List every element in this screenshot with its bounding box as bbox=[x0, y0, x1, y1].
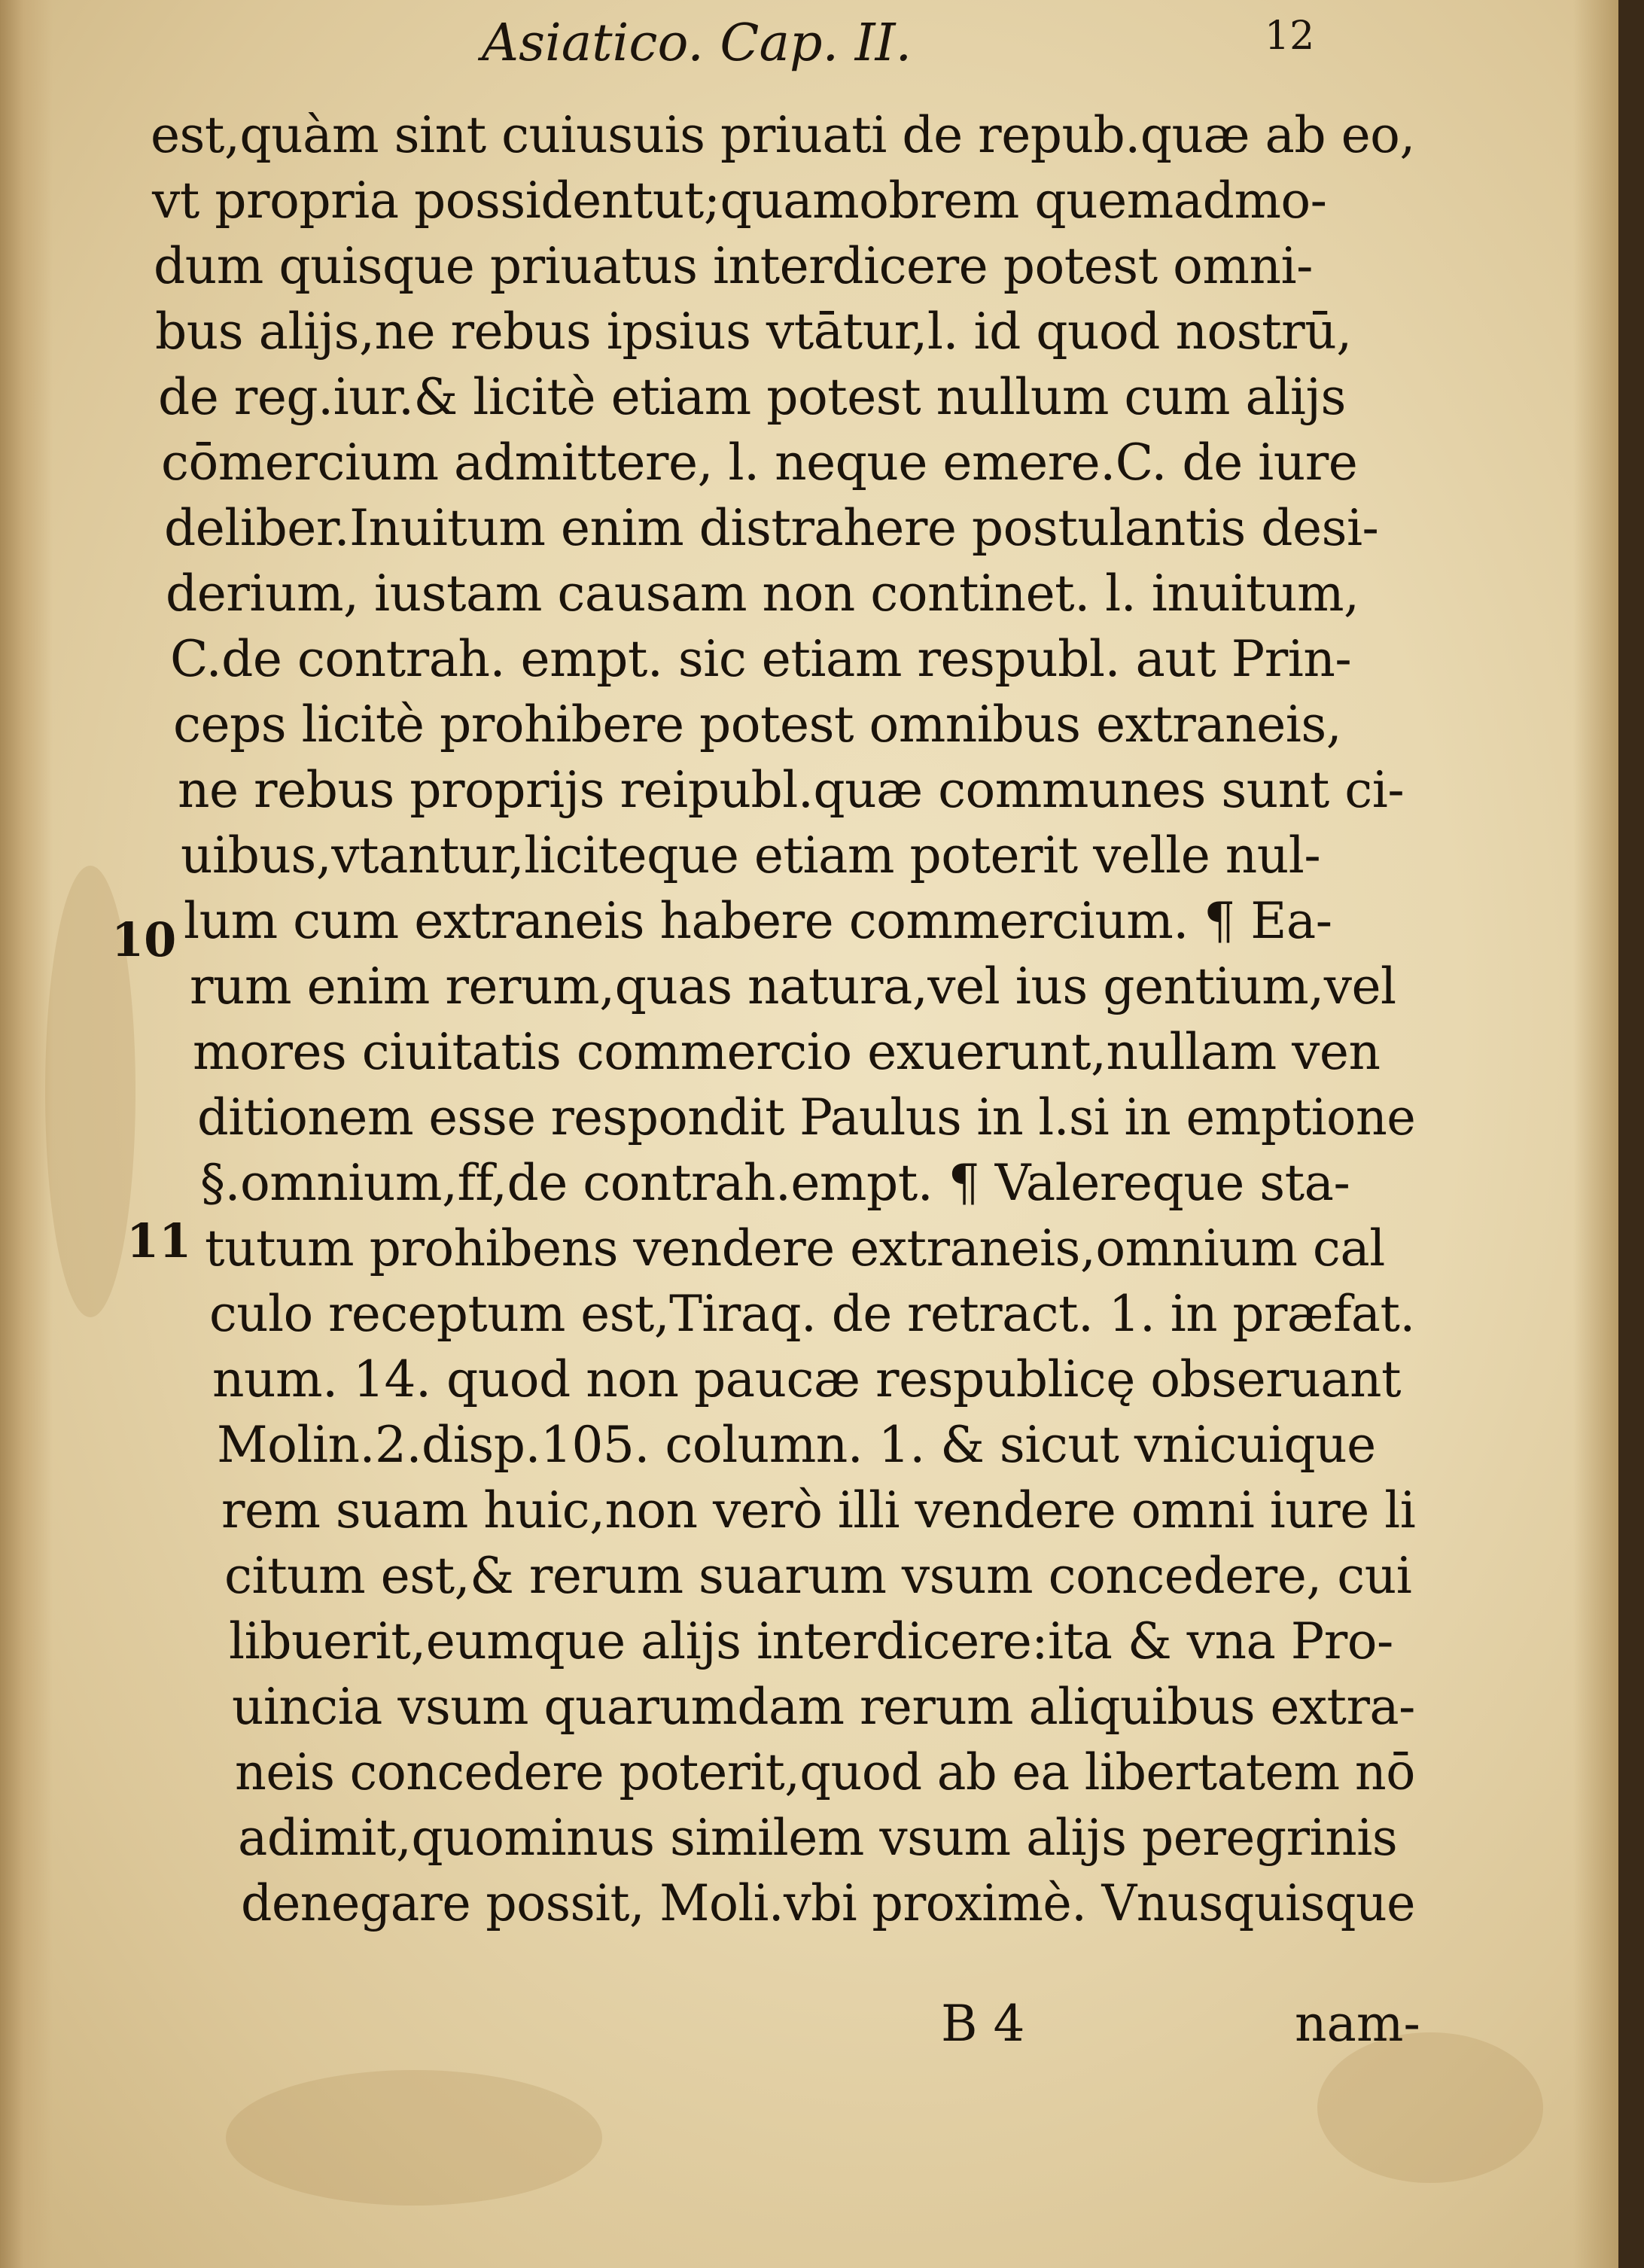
text-line: derium, iustam causam non continet. l. inuitum, bbox=[166, 565, 1359, 623]
text-line: cōmercium admittere, l. neque emere.C. de iure bbox=[161, 434, 1358, 492]
text-line: vt propria possidentut;quamobrem quemadmo- bbox=[152, 172, 1327, 230]
text-line: num. 14. quod non paucæ respublicę obseruant bbox=[212, 1350, 1402, 1408]
text-line: uincia vsum quarumdam rerum aliquibus extra- bbox=[232, 1678, 1415, 1736]
text-line: dum quisque priuatus interdicere potest omni- bbox=[154, 237, 1313, 295]
text-line: denegare possit, Moli.vbi proximè. Vnusquisque bbox=[241, 1874, 1416, 1932]
text-line: rem suam huic,non verò illi vendere omni iure li bbox=[221, 1481, 1416, 1539]
text-line: uibus,vtantur,liciteque etiam poterit velle nul- bbox=[181, 827, 1321, 884]
text-line: de reg.iur.& licitè etiam potest nullum cum alijs bbox=[158, 368, 1346, 426]
folio-number: 12 bbox=[1265, 14, 1315, 59]
text-line: deliber.Inuitum enim distrahere postulantis desi- bbox=[164, 499, 1379, 557]
text-line: citum est,& rerum suarum vsum concedere, cui bbox=[224, 1547, 1412, 1605]
margin-number: 10 bbox=[111, 912, 177, 967]
text-line: §.omnium,ff,de contrah.empt. ¶ Valereque sta- bbox=[200, 1154, 1350, 1212]
text-line: adimit,quominus similem vsum alijs peregrinis bbox=[238, 1809, 1398, 1867]
text-line: Molin.2.disp.105. column. 1. & sicut vnicuique bbox=[217, 1416, 1376, 1474]
text-line: bus alijs,ne rebus ipsius vtātur,l. id quod nostrū, bbox=[155, 303, 1352, 361]
text-line: est,quàm sint cuiusuis priuati de repub.quæ ab eo, bbox=[151, 106, 1415, 164]
margin-number: 11 bbox=[126, 1213, 192, 1268]
text-line: neis concedere poterit,quod ab ea libertatem nō bbox=[235, 1743, 1415, 1801]
text-line: ditionem esse respondit Paulus in l.si in emptione bbox=[197, 1088, 1416, 1146]
running-title: Asiatico. Cap. II. bbox=[482, 14, 912, 73]
text-line: libuerit,eumque alijs interdicere:ita & vna Pro- bbox=[229, 1612, 1393, 1670]
text-line: tutum prohibens vendere extraneis,omnium cal bbox=[205, 1219, 1385, 1277]
text-line: rum enim rerum,quas natura,vel ius gentium,vel bbox=[190, 957, 1396, 1015]
text-line: culo receptum est,Tiraq. de retract. 1. in præfat. bbox=[209, 1285, 1415, 1343]
text-line: ne rebus proprijs reipubl.quæ communes sunt ci- bbox=[178, 761, 1405, 819]
text-line: mores ciuitatis commercio exuerunt,nullam ven bbox=[193, 1023, 1381, 1081]
catchword: nam- bbox=[1295, 1995, 1420, 2053]
text-line: ceps licitè prohibere potest omnibus extraneis, bbox=[173, 696, 1342, 753]
text-line: C.de contrah. empt. sic etiam respubl. aut Prin- bbox=[170, 630, 1352, 688]
signature-mark: B 4 bbox=[941, 1995, 1025, 2053]
text-line: lum cum extraneis habere commercium. ¶ Ea- bbox=[184, 892, 1332, 950]
